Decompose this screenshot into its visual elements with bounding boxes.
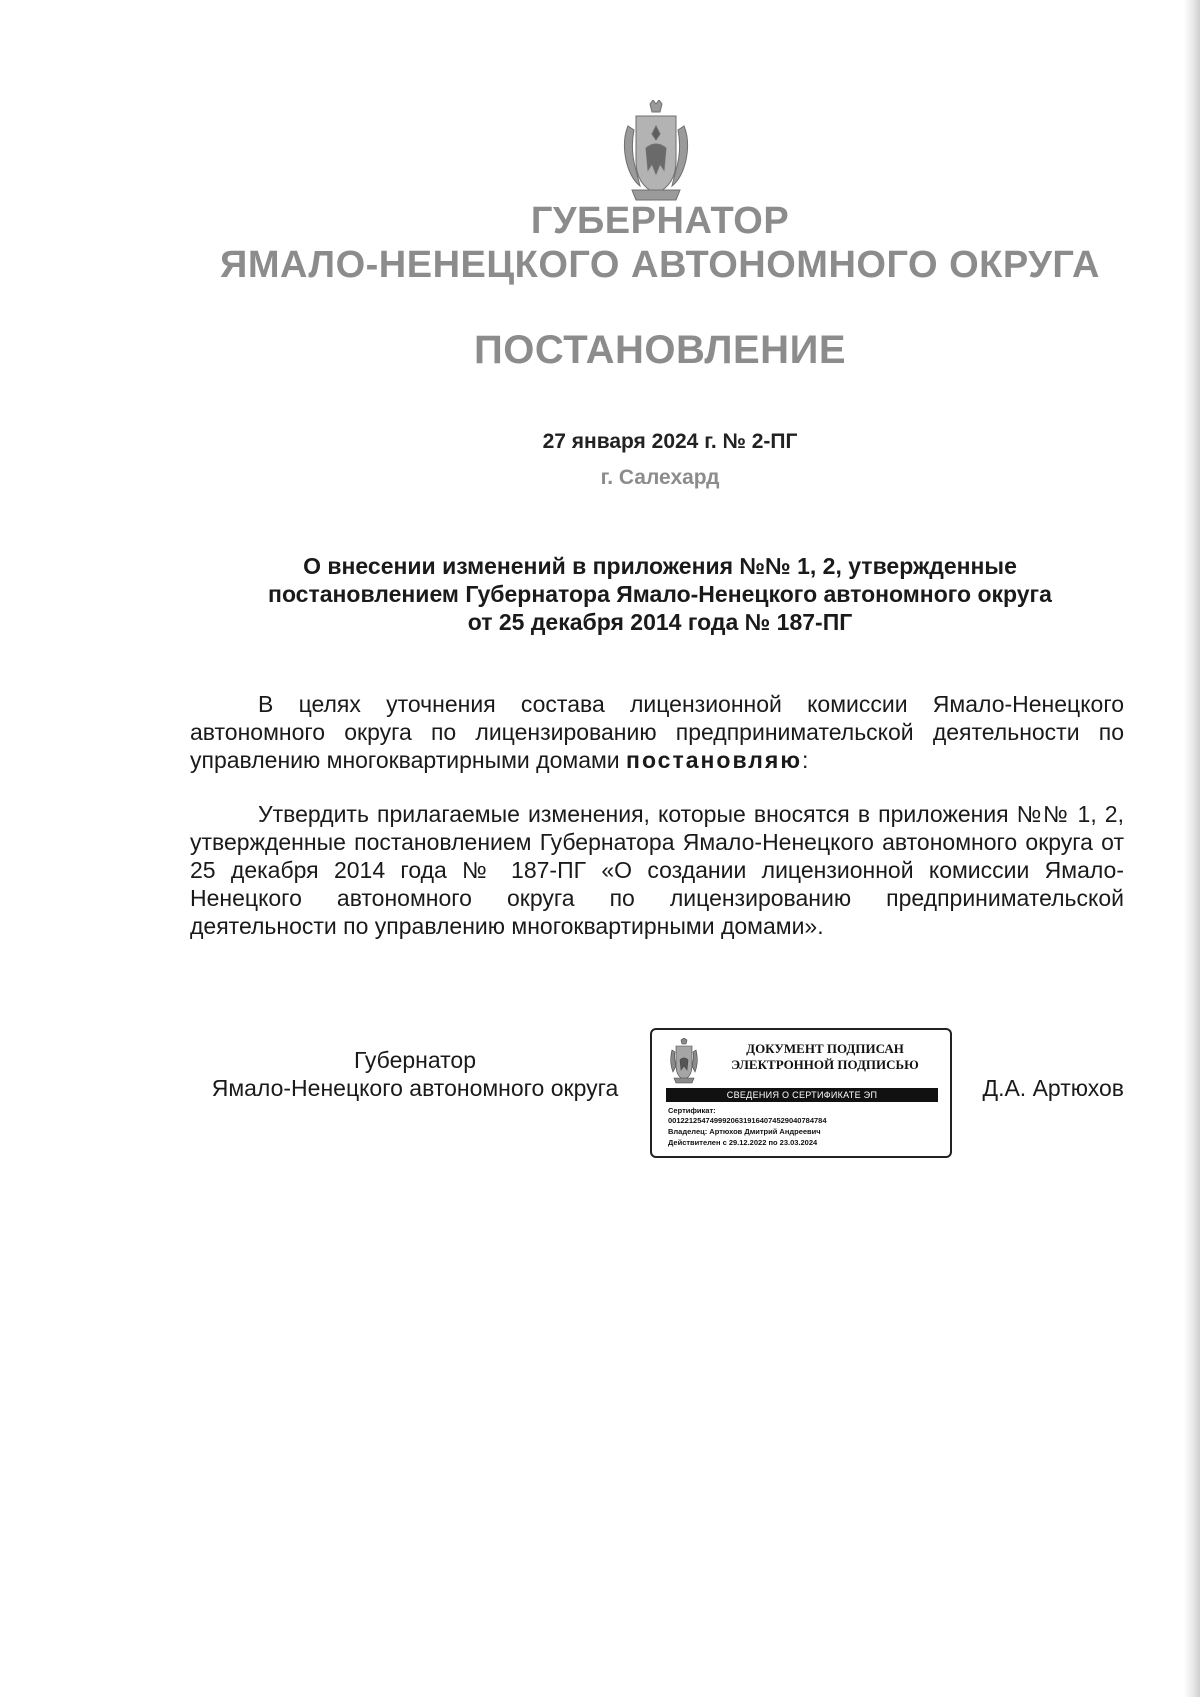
stamp-title [712,1041,938,1073]
stamp-title-line-1: ДОКУМЕНТ ПОДПИСАН [746,1041,904,1056]
header-title-governor: ГУБЕРНАТОР [530,200,790,242]
stamp-cert-label: Сертификат: [668,1106,716,1115]
title-line-2: постановлением Губернатора Ямало-Ненецкого автономного округа [268,581,1052,607]
title-line-1: О внесении изменений в приложения №№ 1, 2, утвержденные [303,553,1017,579]
stamp-certificate-bar: СВЕДЕНИЯ О СЕРТИФИКАТЕ ЭП [666,1088,938,1102]
preamble-end: : [801,747,809,773]
electronic-signature-stamp [650,1028,952,1158]
header-title-region: ЯМАЛО-НЕНЕЦКОГО АВТОНОМНОГО ОКРУГА [220,244,1100,286]
signatory-name: Д.А. Артюхов [982,1075,1124,1101]
resolution-word: постановляю [626,747,802,773]
stamp-validity: Действителен с 29.12.2022 по 23.03.2024 [668,1138,818,1147]
document-type: ПОСТАНОВЛЕНИЕ [473,328,846,372]
signatory-position-line-2: Ямало-Ненецкого автономного округа [211,1075,619,1101]
stamp-owner: Владелец: Артюхов Дмитрий Андреевич [668,1127,821,1136]
stamp-cert-value: 00122125474999206319164074529040784784 [668,1116,827,1125]
signatory-position-line-1: Губернатор [353,1047,477,1073]
paragraph-preamble [190,690,1124,774]
preamble-text: В целях уточнения состава лицензионной комиссии Ямало-Ненецкого автономного округа по лицензированию предпринимательской деятельности по управлению многоквартирными домами [190,691,1124,773]
coat-of-arms-emblem [620,100,692,204]
paragraph-resolution: Утвердить прилагаемые изменения, которые вносятся в приложения №№ 1, 2, утвержденные постановлением Губернатора Ямало-Ненецкого автономного округа от 25 декабря 2014 года № 187-ПГ «О создании лицензионной комиссии Ямало-Ненецкого автономного округа по лицензированию предпринимательской деятельности по управлению многоквартирными домами». [190,801,1124,939]
stamp-title-line-2: ЭЛЕКТРОННОЙ ПОДПИСЬЮ [731,1057,919,1072]
title-line-3: от 25 декабря 2014 года № 187-ПГ [467,609,853,635]
signatory-position [190,1046,640,1102]
stamp-emblem-icon [668,1038,700,1084]
document-city: г. Салехард [600,466,720,489]
document-title [190,552,1130,636]
document-date-number: 27 января 2024 г. № 2-ПГ [542,430,798,453]
